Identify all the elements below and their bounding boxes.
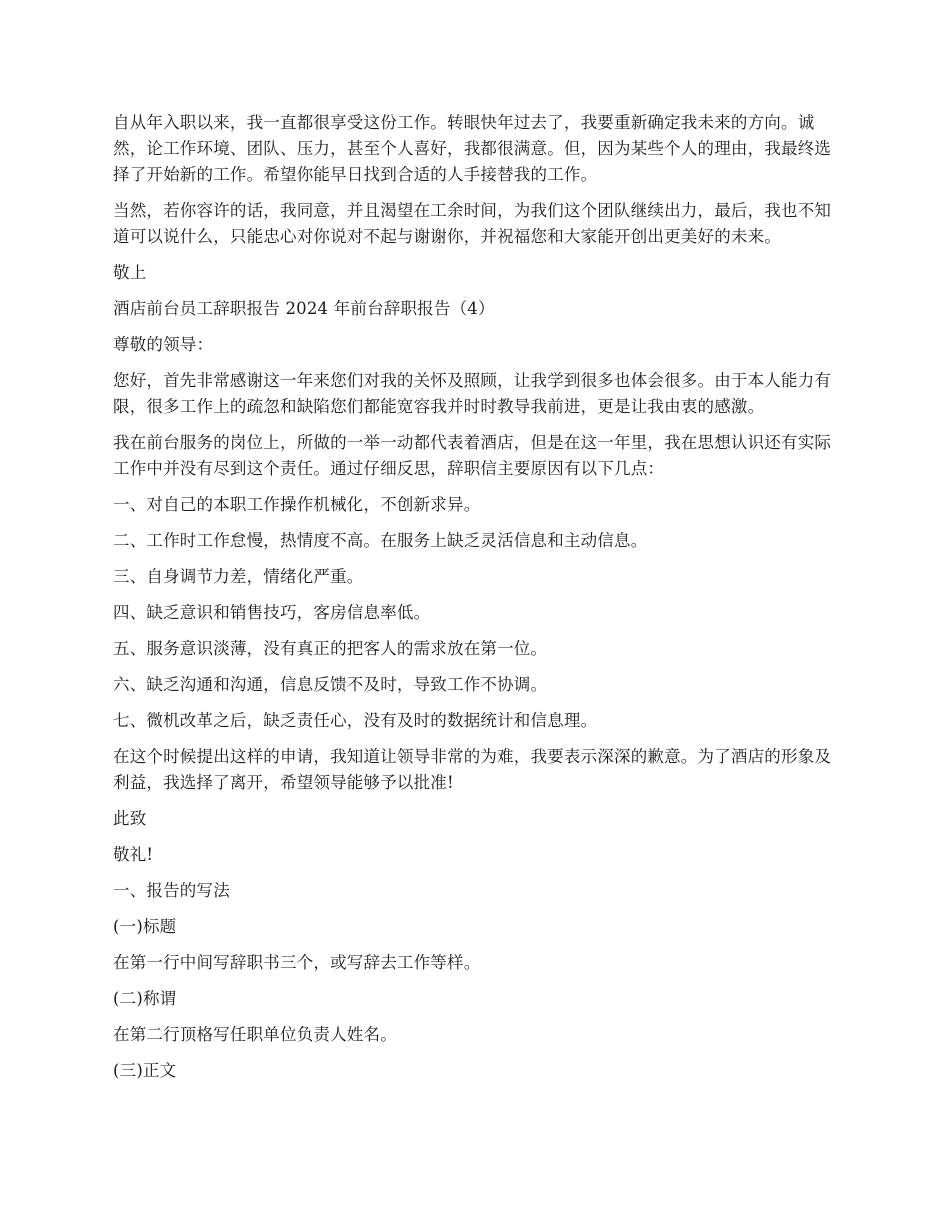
paragraph: 二、工作时工作怠慢，热情度不高。在服务上缺乏灵活信息和主动信息。 <box>113 531 648 550</box>
paragraph: 敬礼! <box>113 845 154 864</box>
paragraph: (二)称谓 <box>113 989 177 1008</box>
paragraph: 我在前台服务的岗位上，所做的一举一动都代表着酒店，但是在这一年里，我在思想认识还有实际工作中并没有尽到这个责任。通过仔细反思，辞职信主要原因有以下几点： <box>113 433 832 478</box>
paragraph: (三)正文 <box>113 1061 177 1080</box>
paragraph: 在这个时候提出这样的申请，我知道让领导非常的为难，我要表示深深的歉意。为了酒店的形象及利益，我选择了离开，希望领导能够予以批准! <box>113 747 832 792</box>
paragraph: 四、缺乏意识和销售技巧，客房信息率低。 <box>113 603 431 622</box>
paragraph: 一、报告的写法 <box>113 881 230 900</box>
paragraph: 此致 <box>113 809 147 828</box>
paragraph: 六、缺乏沟通和沟通，信息反馈不及时，导致工作不协调。 <box>113 675 548 694</box>
paragraph: 尊敬的领导： <box>113 335 214 354</box>
paragraph: 您好，首先非常感谢这一年来您们对我的关怀及照顾，让我学到很多也体会很多。由于本人能力有限，很多工作上的疏忽和缺陷您们都能宽容我并时时教导我前进，更是让我由衷的感激。 <box>113 371 832 416</box>
paragraph: 在第二行顶格写任职单位负责人姓名。 <box>113 1025 397 1044</box>
paragraph: 在第一行中间写辞职书三个，或写辞去工作等样。 <box>113 953 481 972</box>
document-body <box>113 110 841 1094</box>
paragraph: 三、自身调节力差，情绪化严重。 <box>113 567 364 586</box>
paragraph: 一、对自己的本职工作操作机械化，不创新求异。 <box>113 495 481 514</box>
paragraph: 酒店前台员工辞职报告 2024 年前台辞职报告（4） <box>113 299 495 318</box>
paragraph: 敬上 <box>113 263 147 282</box>
paragraph: 五、服务意识淡薄，没有真正的把客人的需求放在第一位。 <box>113 639 548 658</box>
paragraph: 当然，若你容许的话，我同意，并且渴望在工余时间，为我们这个团队继续出力，最后，我也不知道可以说什么，只能忠心对你说对不起与谢谢你，并祝福您和大家能开创出更美好的未来。 <box>113 201 832 246</box>
paragraph: 自从年入职以来，我一直都很享受这份工作。转眼快年过去了，我要重新确定我未来的方向。诚然，论工作环境、团队、压力，甚至个人喜好，我都很满意。但，因为某些个人的理由，我最终选择了开始新的工作。希望你能早日找到合适的人手接替我的工作。 <box>113 113 832 184</box>
paragraph: (一)标题 <box>113 917 177 936</box>
paragraph: 七、微机改革之后，缺乏责任心，没有及时的数据统计和信息理。 <box>113 711 598 730</box>
